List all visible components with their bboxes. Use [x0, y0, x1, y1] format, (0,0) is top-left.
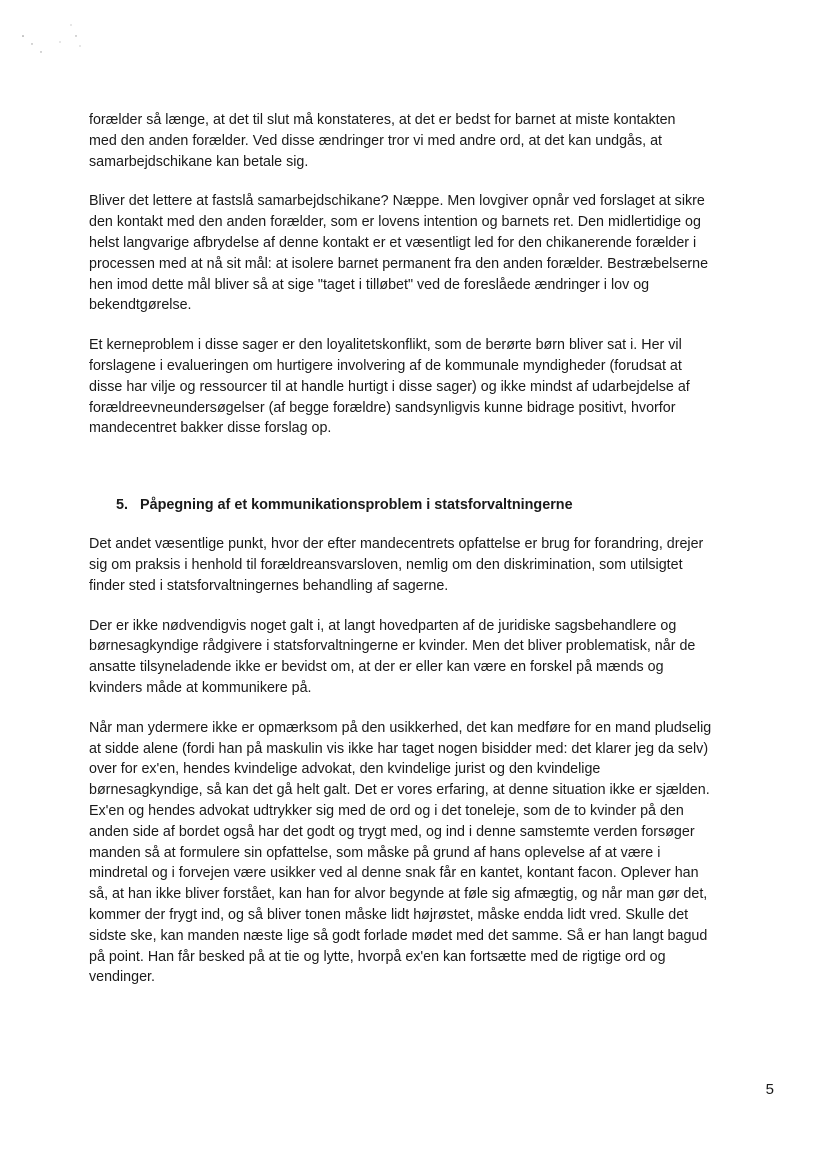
paragraph-line: Ex'en og hendes advokat udtrykker sig med de ord og i det toneleje, som de to kvinder på den [89, 802, 684, 819]
paragraph-line: vendinger. [89, 969, 155, 986]
paragraph-line: kvinders måde at kommunikere på. [89, 679, 312, 696]
paragraph-line: ansatte tilsyneladende ikke er bevidst om, at der er eller kan være en forskel på mænds og [89, 659, 664, 676]
paragraph-line: forælder så længe, at det til slut må konstateres, at det er bedst for barnet at miste kontakten [89, 112, 676, 128]
body-paragraph [89, 718, 769, 988]
paragraph-line: helst langvarige afbrydelse af denne kontakt er et væsentligt led for den chikanerende forælder i [89, 234, 697, 251]
paragraph-line: anden side af bordet også har det godt og trygt med, og ind i denne samstemte verden forsøger [89, 823, 695, 840]
section-number: 5. [116, 497, 129, 514]
paragraph-line: Bliver det lettere at fastslå samarbejdschikane? Næppe. Men lovgiver opnår ved forslaget at sikre [89, 193, 705, 210]
document-body [89, 110, 769, 1007]
paragraph-line: disse har vilje og ressourcer til at handle hurtigt i disse sager) og ikke mindst af udarbejdelse af [89, 378, 690, 395]
paragraph-line: Et kerneproblem i disse sager er den loyalitetskonflikt, som de berørte børn bliver sat i. Her vil [89, 337, 682, 354]
scan-specks [20, 22, 90, 62]
paragraphs-before-section [89, 110, 769, 439]
paragraph-line: mindretal og i forvejen være usikker ved al denne snak får en kantet, kontant facon. Oplever han [89, 865, 699, 882]
paragraph-line: så, at han ikke bliver forstået, kan han for alvor begynde at føle sig afmægtig, og når man gør det, [89, 886, 708, 903]
paragraph-line: Når man ydermere ikke er opmærksom på den usikkerhed, det kan medføre for en mand pludselig [89, 719, 712, 736]
paragraph-line: over for ex'en, hendes kvindelige advokat, den kvindelige jurist og den kvindelige [89, 761, 601, 778]
paragraph-line: mandecentret bakker disse forslag op. [89, 420, 332, 437]
paragraph-line: processen med at nå sit mål: at isolere barnet permanent fra den anden forælder. Bestræbelserne [89, 255, 709, 272]
paragraph-line: Der er ikke nødvendigvis noget galt i, at langt hovedparten af de juridiske sagsbehandlere og [89, 617, 677, 634]
paragraph-line: Det andet væsentlige punkt, hvor der efter mandecentrets opfattelse er brug for forandring, drejer [89, 536, 704, 553]
paragraph-line: børnesagkyndige, så kan det gå helt galt. Det er vores erfaring, at denne situation ikke er sjælden. [89, 782, 710, 799]
paragraph-line: hen imod dette mål bliver så at sige "taget i tilløbet" ved de foreslåede ændringer i lov og [89, 276, 650, 293]
paragraph-line: finder sted i statsforvaltningernes behandling af sagerne. [89, 577, 449, 594]
body-paragraph [89, 191, 769, 316]
paragraph-line: med den anden forælder. Ved disse ændringer tror vi med andre ord, at det kan undgås, at [89, 132, 663, 149]
paragraph-line: at sidde alene (fordi han på maskulin vis ikke har taget nogen bisidder med: det klarer jeg da selv) [89, 740, 709, 757]
paragraph-line: børnesagkyndige rådgivere i statsforvaltningerne er kvinder. Men det bliver problematisk, når de [89, 638, 696, 655]
paragraph-line: den kontakt med den anden forælder, som er lovens intention og barnets ret. Den midlertidige og [89, 214, 701, 231]
paragraph-line: manden så at formulere sin opfattelse, som måske på grund af hans oplevelse af at være i [89, 844, 661, 861]
paragraph-line: forældreevneundersøgelser (af begge forældre) sandsynligvis kunne bidrage positivt, hvorfor [89, 399, 676, 416]
paragraph-line: sidste ske, kan manden næste lige så godt forlade mødet med det samme. Så er han langt bagud [89, 927, 708, 944]
paragraph-line: forslagene i evalueringen om hurtigere involvering af de kommunale myndigheder (forudsat at [89, 357, 682, 374]
paragraph-line: samarbejdschikane kan betale sig. [89, 153, 309, 170]
body-paragraph [89, 616, 769, 699]
section-title: Påpegning af et kommunikationsproblem i statsforvaltningerne [140, 497, 573, 514]
section-heading [116, 495, 769, 515]
body-paragraph [89, 110, 769, 172]
paragraph-line: bekendtgørelse. [89, 297, 192, 314]
paragraph-line: kommer der frygt ind, og så bliver tonen måske lidt højrøstet, måske endda lidt vred. Skulle det [89, 906, 689, 923]
body-paragraph [89, 534, 769, 596]
page-number: 5 [765, 1081, 774, 1098]
paragraph-line: på point. Han får besked på at tie og lytte, hvorpå ex'en kan fortsætte med de rigtige ord og [89, 948, 666, 965]
body-paragraph [89, 335, 769, 439]
paragraph-line: sig om praksis i henhold til forældreansvarsloven, nemlig om den diskrimination, som utilsigtet [89, 556, 683, 573]
paragraphs-after-section [89, 534, 769, 988]
